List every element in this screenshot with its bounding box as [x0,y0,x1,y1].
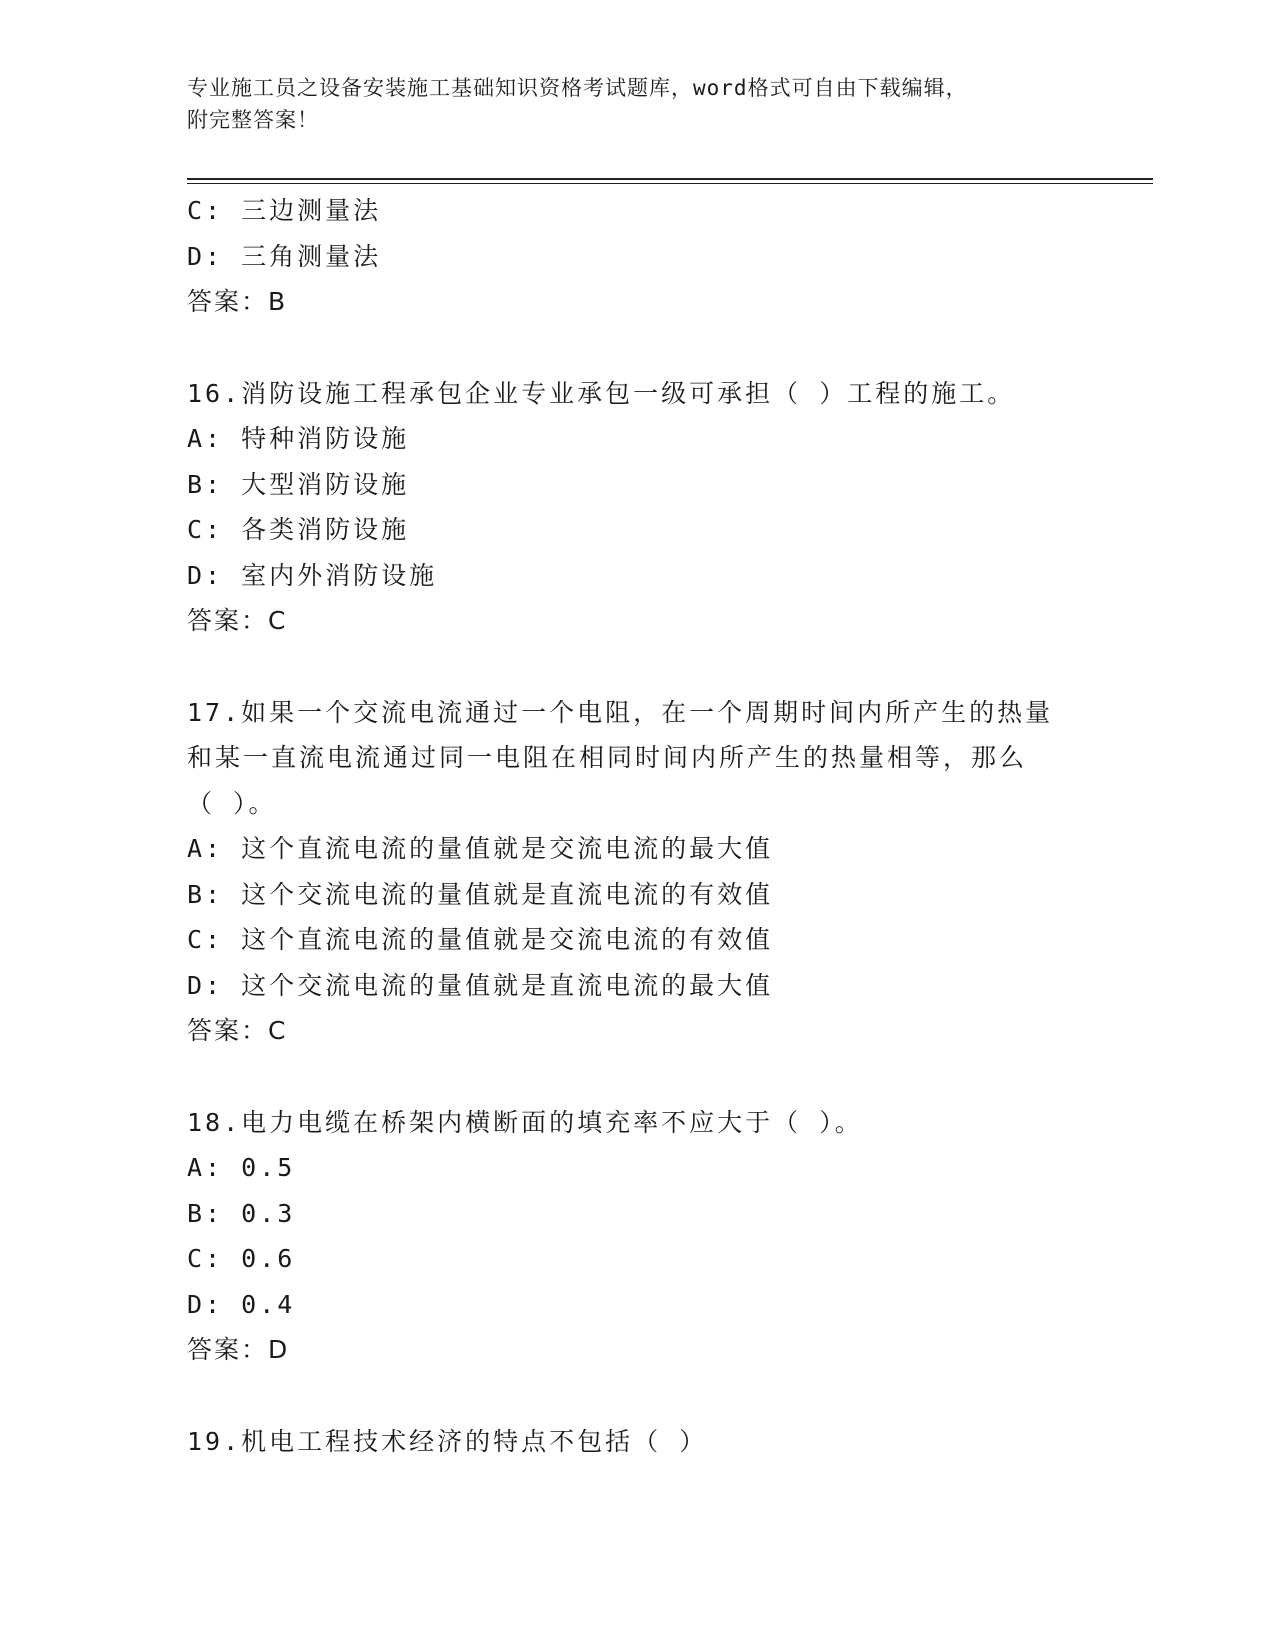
option-c: C: 三边测量法 [187,196,382,225]
option-c: C: 各类消防设施 [187,515,410,544]
question-16 [187,371,1087,644]
header-title-line-1: 专业施工员之设备安装施工基础知识资格考试题库，word格式可自由下载编辑， [187,76,968,100]
option-d: D: 0.4 [187,1289,296,1319]
option-d: D: 室内外消防设施 [187,560,438,590]
question-19 [187,1419,1087,1465]
option-b: B: 大型消防设施 [187,469,410,499]
question-stem-line-3: （ ）。 [187,788,277,818]
answer-label: 答案：D [187,1335,290,1364]
option-d: D: 这个交流电流的量值就是直流电流的最大值 [187,970,774,1000]
answer-label: 答案：C [187,606,288,635]
header-title-line-2: 附完整答案！ [187,108,319,132]
option-c: C: 这个直流电流的量值就是交流电流的有效值 [187,925,774,954]
option-b: B: 0.3 [187,1198,296,1228]
option-b: B: 这个交流电流的量值就是直流电流的有效值 [187,879,774,909]
header-divider-thick [187,178,1153,180]
answer-label: 答案：B [187,287,288,316]
question-17 [187,690,1087,1054]
spacer [187,1054,1087,1100]
question-stem-line-1: 17.如果一个交流电流通过一个电阻，在一个周期时间内所产生的热量 [187,697,1054,727]
option-d: D: 三角测量法 [187,241,382,271]
answer-label: 答案：C [187,1016,288,1045]
header-divider-thin [187,183,1153,184]
document-header [187,72,1077,136]
option-a: A: 这个直流电流的量值就是交流电流的最大值 [187,834,774,863]
question-stem: 19.机电工程技术经济的特点不包括（ ） [187,1426,708,1456]
spacer [187,1373,1087,1419]
question-stem-line-2: 和某一直流电流通过同一电阻在相同时间内所产生的热量相等，那么 [187,743,1028,772]
option-c: C: 0.6 [187,1244,296,1273]
spacer [187,644,1087,690]
spacer [187,325,1087,371]
question-15-continuation [187,188,1087,325]
question-18 [187,1100,1087,1373]
option-a: A: 特种消防设施 [187,424,410,453]
question-stem: 18.电力电缆在桥架内横断面的填充率不应大于（ ）。 [187,1107,863,1137]
option-a: A: 0.5 [187,1153,296,1182]
question-stem: 16.消防设施工程承包企业专业承包一级可承担（ ）工程的施工。 [187,378,1016,408]
question-list [187,188,1087,1464]
